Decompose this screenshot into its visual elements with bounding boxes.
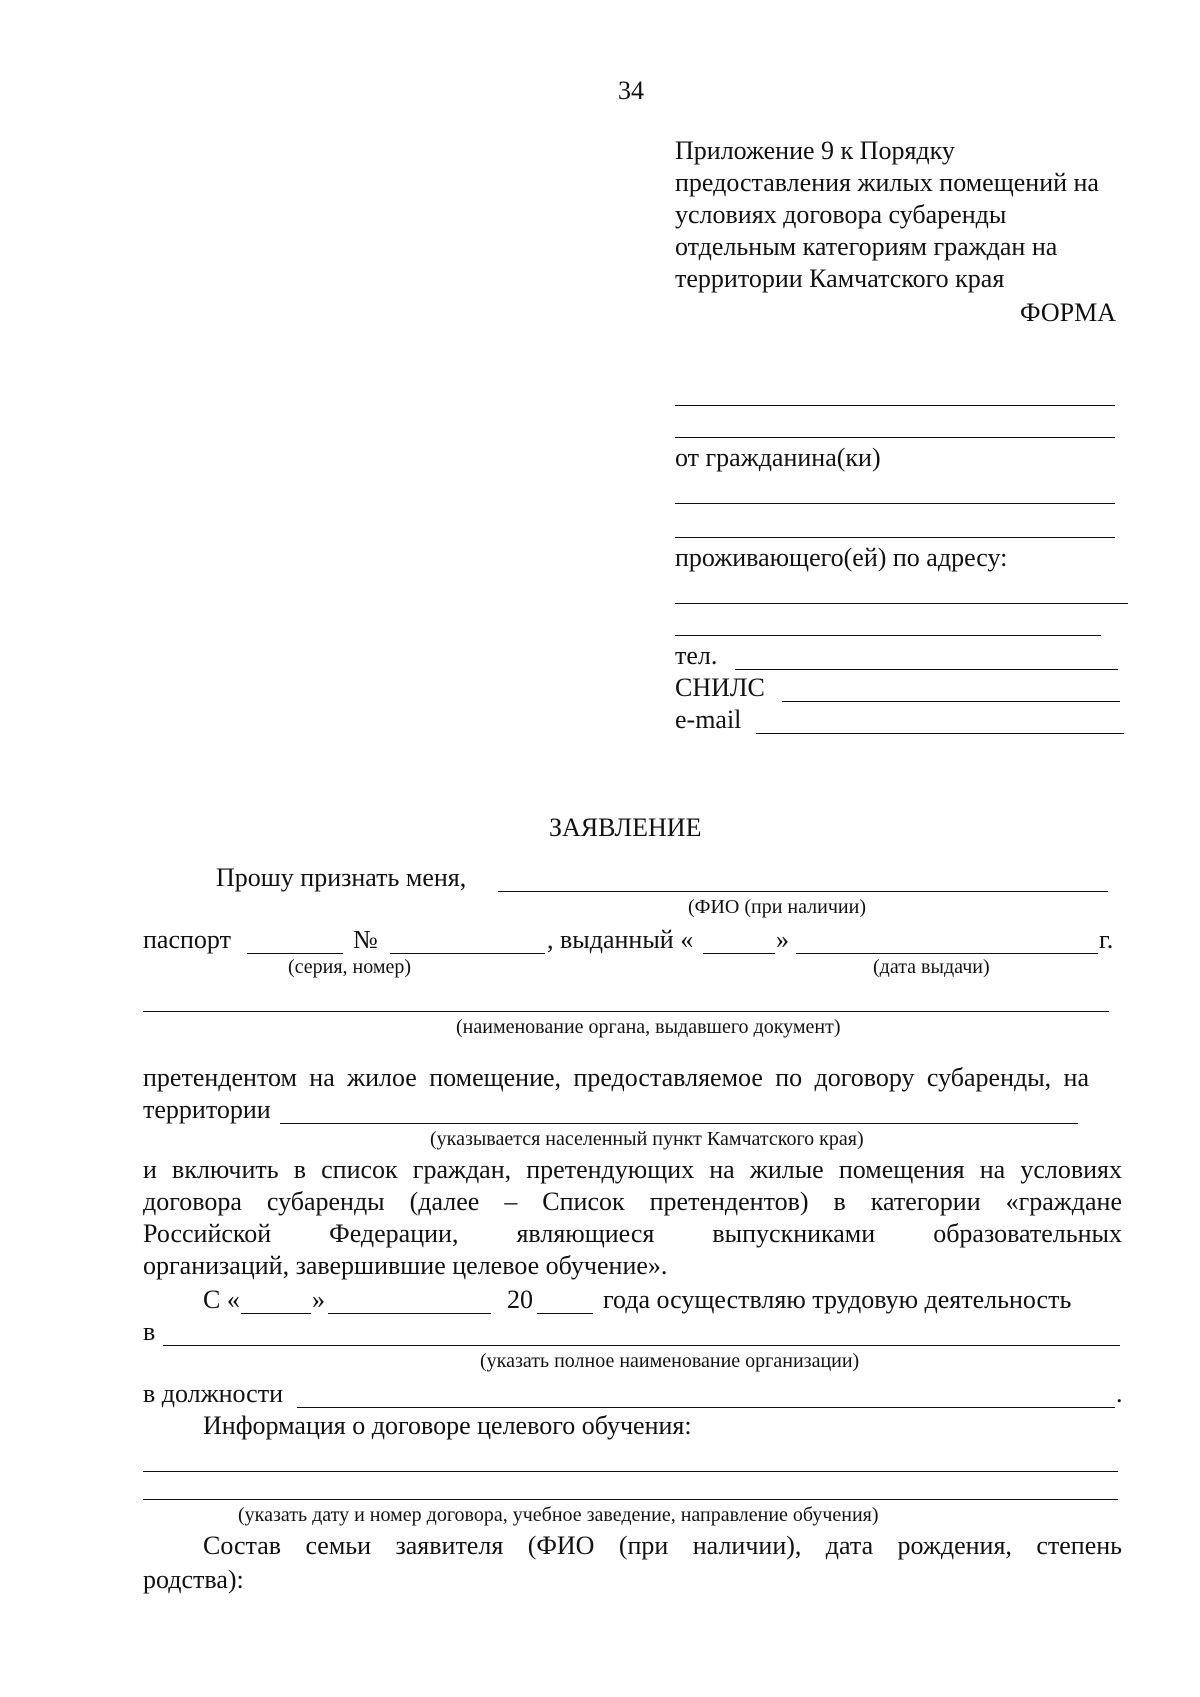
date-hint: (дата выдачи) bbox=[873, 956, 990, 978]
organization-field[interactable] bbox=[163, 1345, 1120, 1346]
citizen-name-line[interactable] bbox=[675, 503, 1115, 504]
appendix-line: условиях договора субаренды bbox=[675, 200, 1007, 229]
territory-field[interactable] bbox=[280, 1123, 1078, 1124]
address-label: проживающего(ей) по адресу: bbox=[675, 543, 1008, 572]
addressee-line[interactable] bbox=[675, 405, 1115, 406]
employment-text: года осуществляю трудовую деятельность bbox=[603, 1285, 1072, 1314]
issued-label: , выданный « bbox=[547, 925, 694, 954]
year-suffix: г. bbox=[1099, 925, 1114, 954]
locality-hint: (указывается населенный пункт Камчатского края) bbox=[430, 1128, 864, 1150]
fio-field[interactable] bbox=[498, 891, 1108, 892]
issue-date-field[interactable] bbox=[796, 953, 1098, 954]
email-label: e-mail bbox=[675, 705, 742, 734]
since-day-field[interactable] bbox=[241, 1313, 311, 1314]
contract-hint: (указать дату и номер договора, учебное заведение, направление обучения) bbox=[238, 1504, 879, 1526]
page-number: 34 bbox=[618, 76, 644, 105]
fio-hint: (ФИО (при наличии) bbox=[688, 896, 866, 918]
addressee-line[interactable] bbox=[675, 437, 1115, 438]
list-paragraph-line: и включить в список граждан, претендующих на жилые помещения на условиях bbox=[143, 1155, 1122, 1184]
list-paragraph-line: Российской Федерации, являющиеся выпускниками образовательных bbox=[143, 1219, 1122, 1248]
position-field[interactable] bbox=[297, 1407, 1115, 1408]
citizen-name-line[interactable] bbox=[675, 537, 1115, 538]
snils-label: СНИЛС bbox=[675, 673, 765, 702]
address-line[interactable] bbox=[675, 603, 1128, 604]
since-label: С « bbox=[203, 1285, 240, 1314]
contract-info-label: Информация о договоре целевого обучения: bbox=[203, 1411, 692, 1440]
number-sign: № bbox=[353, 925, 378, 954]
authority-hint: (наименование органа, выдавшего документ) bbox=[456, 1016, 841, 1038]
position-period: . bbox=[1116, 1379, 1123, 1408]
organization-hint: (указать полное наименование организации) bbox=[480, 1350, 860, 1372]
contract-field[interactable] bbox=[143, 1499, 1118, 1500]
snils-field[interactable] bbox=[782, 701, 1120, 702]
form-label: ФОРМА bbox=[1020, 298, 1116, 327]
territory-label: территории bbox=[143, 1095, 271, 1124]
contract-field[interactable] bbox=[143, 1471, 1118, 1472]
issued-close-quote: » bbox=[776, 925, 789, 954]
email-field[interactable] bbox=[756, 733, 1124, 734]
address-line[interactable] bbox=[675, 635, 1101, 636]
series-hint: (серия, номер) bbox=[288, 956, 412, 978]
position-label: в должности bbox=[143, 1379, 283, 1408]
family-text-end: родства): bbox=[143, 1565, 244, 1594]
issue-day-field[interactable] bbox=[703, 953, 775, 954]
passport-series-field[interactable] bbox=[247, 953, 343, 954]
claimant-text: претендентом на жилое помещение, предоставляемое по договору субаренды, на bbox=[143, 1063, 1089, 1092]
appendix-line: отдельным категориям граждан на bbox=[675, 232, 1058, 261]
phone-label: тел. bbox=[675, 641, 718, 670]
authority-field[interactable] bbox=[143, 1011, 1109, 1012]
since-century: 20 bbox=[507, 1285, 533, 1314]
in-label: в bbox=[143, 1317, 156, 1346]
document-title: ЗАЯВЛЕНИЕ bbox=[549, 813, 702, 842]
appendix-line: территории Камчатского края bbox=[675, 264, 1005, 293]
passport-label: паспорт bbox=[143, 925, 231, 954]
since-year-field[interactable] bbox=[537, 1313, 593, 1314]
family-text: Состав семьи заявителя (ФИО (при наличии), дата рождения, степень bbox=[203, 1531, 1122, 1560]
appendix-line: предоставления жилых помещений на bbox=[675, 168, 1099, 197]
list-paragraph-line: организаций, завершившие целевое обучение». bbox=[143, 1251, 668, 1280]
from-citizen-label: от гражданина(ки) bbox=[675, 443, 881, 472]
appendix-line: Приложение 9 к Порядку bbox=[675, 136, 955, 165]
list-paragraph-line: договора субаренды (далее – Список претендентов) в категории «граждане bbox=[143, 1187, 1122, 1216]
since-close-quote: » bbox=[312, 1285, 325, 1314]
passport-number-field[interactable] bbox=[390, 953, 545, 954]
request-text: Прошу признать меня, bbox=[216, 863, 467, 892]
since-month-field[interactable] bbox=[328, 1313, 491, 1314]
phone-field[interactable] bbox=[735, 669, 1118, 670]
